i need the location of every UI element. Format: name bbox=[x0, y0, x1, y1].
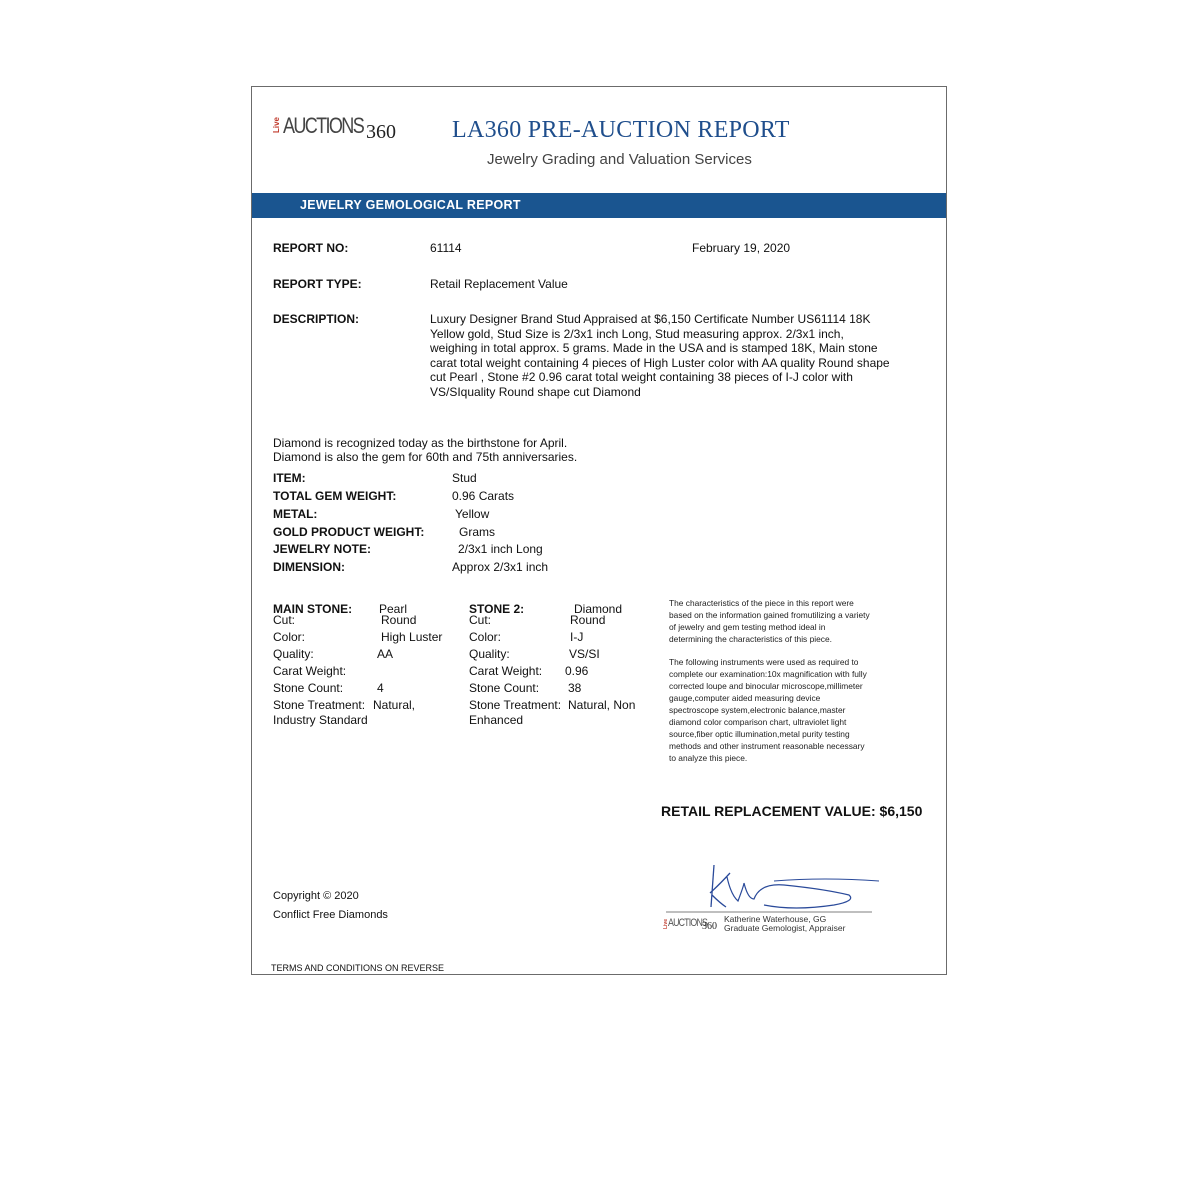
stone2-color: I-J bbox=[570, 630, 584, 644]
spec-value-item: Stud bbox=[452, 471, 477, 485]
main-stone-quality-label: Quality: bbox=[273, 647, 314, 661]
signer-name: Katherine Waterhouse, GG bbox=[724, 914, 827, 924]
report-type-value: Retail Replacement Value bbox=[430, 277, 568, 291]
main-stone-header: MAIN STONE: bbox=[273, 602, 353, 616]
conflict-free-note: Conflict Free Diamonds bbox=[273, 909, 388, 921]
birthstone-note-1: Diamond is recognized today as the birthstone for April. bbox=[273, 436, 568, 450]
spec-label-item: ITEM: bbox=[273, 471, 306, 485]
stone2-quality-label: Quality: bbox=[469, 647, 510, 661]
main-stone-cut-label: Cut: bbox=[273, 613, 296, 627]
main-stone-name: Pearl bbox=[379, 602, 408, 616]
main-stone-count-label: Stone Count: bbox=[273, 681, 344, 695]
main-stone-color-label: Color: bbox=[273, 630, 306, 644]
spec-label-dimension: DIMENSION: bbox=[273, 560, 345, 574]
section-band-label: JEWELRY GEMOLOGICAL REPORT bbox=[300, 198, 521, 212]
signature-icon bbox=[664, 855, 884, 915]
main-stone-treatment-cont: Industry Standard bbox=[273, 713, 368, 727]
characteristics-note: The characteristics of the piece in this report were based on the information gained fromutilizing a variety of jewelry and gem testing method ideal in determining the characteristics of this piece. bbox=[669, 598, 870, 644]
report-date: February 19, 2020 bbox=[692, 241, 791, 255]
main-stone-cut: Round bbox=[381, 613, 417, 627]
description-label: DESCRIPTION: bbox=[273, 312, 360, 326]
spec-value-dimension: Approx 2/3x1 inch bbox=[452, 560, 549, 574]
stone2-count: 38 bbox=[568, 681, 582, 695]
main-stone-quality: AA bbox=[377, 647, 394, 661]
stone2-treatment-label: Stone Treatment: bbox=[469, 698, 562, 712]
stone2-name: Diamond bbox=[574, 602, 623, 616]
main-stone-treatment-label: Stone Treatment: bbox=[273, 698, 366, 712]
retail-replacement-value: RETAIL REPLACEMENT VALUE: $6,150 bbox=[661, 803, 923, 819]
main-stone-color: High Luster bbox=[381, 630, 443, 644]
birthstone-note-2: Diamond is also the gem for 60th and 75th anniversaries. bbox=[273, 450, 578, 464]
stone2-treatment: Natural, Non bbox=[568, 698, 636, 712]
report-subtitle: Jewelry Grading and Valuation Services bbox=[487, 151, 752, 168]
signature-block bbox=[664, 855, 884, 935]
report-title: LA360 PRE-AUCTION REPORT bbox=[452, 117, 790, 143]
description-text: Luxury Designer Brand Stud Appraised at $6,150 Certificate Number US61114 18K Yellow gold, Stud Size is 2/3x1 inch Long, Stud measuring approx. 2/3x1 inch, weighing in total approx. 5 grams. Made in the USA and is stamped 18K, Main stone carat total weight containing 4 pieces of High Luster color with AA quality Round shape cut Pearl , Stone #2 0.96 carat total weight containing 38 pieces of I-J color with VS/SIquality Round shape cut Diamond bbox=[430, 312, 890, 399]
stone2-header: STONE 2: bbox=[469, 602, 525, 616]
spec-label-jewelry-note: JEWELRY NOTE: bbox=[273, 542, 372, 556]
stone2-quality: VS/SI bbox=[569, 647, 600, 661]
signer-info bbox=[724, 915, 845, 933]
main-stone-treatment: Natural, bbox=[373, 698, 416, 712]
signature-logo: Live AUCTIONS 360 bbox=[663, 917, 717, 932]
copyright: Copyright © 2020 bbox=[273, 890, 359, 902]
stone2-treatment-cont: Enhanced bbox=[469, 713, 524, 727]
report-type-label: REPORT TYPE: bbox=[273, 277, 362, 291]
spec-value-gold-weight: Grams bbox=[459, 525, 495, 539]
stone2-color-label: Color: bbox=[469, 630, 502, 644]
spec-label-gem-weight: TOTAL GEM WEIGHT: bbox=[273, 489, 397, 503]
company-logo: Live AUCTIONS 360 bbox=[272, 113, 396, 143]
spec-value-metal: Yellow bbox=[455, 507, 490, 521]
instruments-note: The following instruments were used as required to complete our examination:10x magnification with fully corrected loupe and binocular microscope,millimeter gauge,computer aided measuring device spectroscope system,electronic balance,master diamond color comparison chart, ultraviolet light source,fiber optic illumination,metal purity testing methods and other instrument reasonable necessary to analyze this piece. bbox=[669, 657, 867, 763]
spec-label-metal: METAL: bbox=[273, 507, 318, 521]
stone2-carat: 0.96 bbox=[565, 664, 589, 678]
stone2-cut-label: Cut: bbox=[469, 613, 492, 627]
spec-value-jewelry-note: 2/3x1 inch Long bbox=[458, 542, 543, 556]
spec-label-gold-weight: GOLD PRODUCT WEIGHT: bbox=[273, 525, 425, 539]
report-no-label: REPORT NO: bbox=[273, 241, 349, 255]
stone2-count-label: Stone Count: bbox=[469, 681, 540, 695]
stone2-carat-label: Carat Weight: bbox=[469, 664, 543, 678]
stone2-cut: Round bbox=[570, 613, 606, 627]
terms-note: TERMS AND CONDITIONS ON REVERSE bbox=[271, 963, 445, 973]
signer-title: Graduate Gemologist, Appraiser bbox=[724, 923, 846, 933]
main-stone-carat-label: Carat Weight: bbox=[273, 664, 347, 678]
report-no-value: 61114 bbox=[430, 241, 462, 255]
spec-value-gem-weight: 0.96 Carats bbox=[452, 489, 515, 503]
section-band bbox=[252, 193, 946, 218]
report-document bbox=[251, 86, 947, 975]
main-stone-count: 4 bbox=[377, 681, 384, 695]
